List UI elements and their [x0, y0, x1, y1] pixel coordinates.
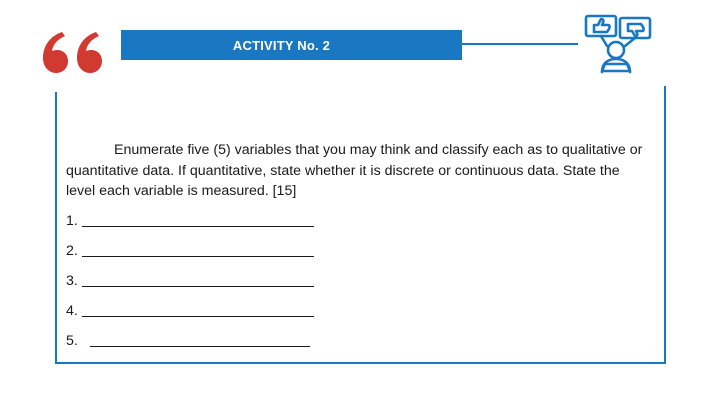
- answer-blank-line[interactable]: [90, 346, 310, 347]
- answer-item-1: [66, 212, 314, 230]
- thumbs-up-down-feedback-icon: [577, 14, 655, 74]
- quote-mark-icon: [40, 26, 110, 82]
- answer-item-2: [66, 242, 314, 260]
- answer-number: 1.: [66, 213, 78, 229]
- banner-divider: [462, 43, 578, 45]
- answer-number: 5.: [66, 333, 78, 349]
- activity-instructions: Enumerate five (5) variables that you may think and classify each as to qualitative or quantitative data. If quantitative, state whether it is discrete or continuous data. State the level each variable is measured. [15]: [66, 142, 643, 199]
- activity-banner: [121, 30, 462, 60]
- answer-item-3: [66, 272, 314, 290]
- answer-blank-line[interactable]: [82, 226, 314, 227]
- answer-blank-line[interactable]: [82, 286, 314, 287]
- answer-blank-line[interactable]: [82, 316, 314, 317]
- frame-bottom-border: [55, 362, 666, 364]
- answer-number: 2.: [66, 243, 78, 259]
- answer-item-5: [66, 332, 310, 350]
- answer-number: 3.: [66, 273, 78, 289]
- answer-number: 4.: [66, 303, 78, 319]
- frame-left-border: [55, 92, 57, 364]
- frame-right-border: [664, 86, 666, 364]
- answer-blank-line[interactable]: [82, 256, 314, 257]
- answer-item-4: [66, 302, 314, 320]
- activity-title: ACTIVITY No. 2: [232, 37, 331, 53]
